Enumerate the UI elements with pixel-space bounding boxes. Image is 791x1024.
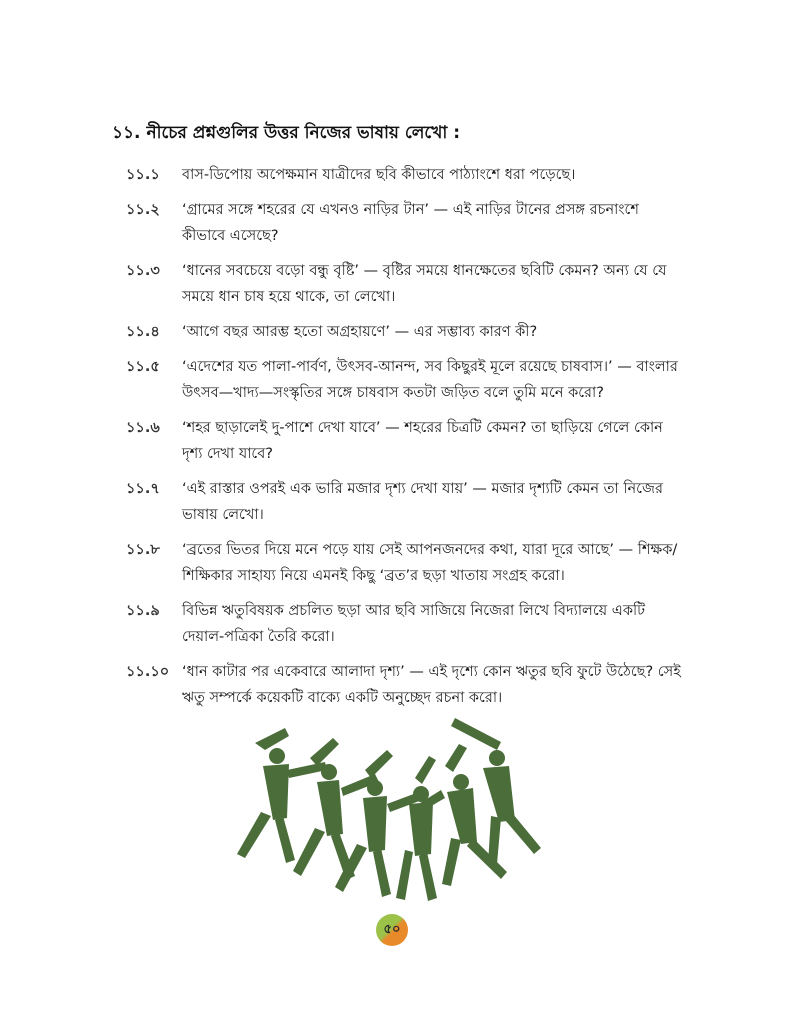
question-text: ‘এদেশের যত পালা-পার্বণ, উৎসব-আনন্দ, সব কিছুরই মূলে রয়েছে চাষবাস।’ — বাংলার উৎসব—খাদ্য—সংস্কৃতির সঙ্গে চাষবাস কতটা জড়িত বলে তুমি মনে করো? xyxy=(182,359,678,401)
section-heading: ১১. নীচের প্রশ্নগুলির উত্তর নিজের ভাষায় লেখো : xyxy=(112,123,461,143)
question-text: ‘শহর ছাড়ালেই দু-পাশে দেখা যাবে’ — শহরের চিত্রটি কেমন? তা ছাড়িয়ে গেলে কোন দৃশ্য দেখা যাবে? xyxy=(182,420,663,462)
question-number: ১১.১ xyxy=(126,167,160,183)
question-number: ১১.২ xyxy=(126,202,160,218)
question-number: ১১.৩ xyxy=(126,263,160,279)
question-item xyxy=(126,258,686,310)
question-text: ‘ধানের সবচেয়ে বড়ো বন্ধু বৃষ্টি’ — বৃষ্টির সময়ে ধানক্ষেতের ছবিটি কেমন? অন্য যে যে সময়ে ধান চাষ হয়ে থাকে, তা লেখো। xyxy=(182,263,667,305)
question-item xyxy=(126,354,686,406)
question-item xyxy=(126,319,686,345)
question-item xyxy=(126,415,686,467)
question-text: ‘গ্রামের সঙ্গে শহরের যে এখনও নাড়ির টান’ — এই নাড়ির টানের প্রসঙ্গ রচনাংশে কীভাবে এসেছে? xyxy=(182,202,639,244)
question-item xyxy=(126,476,686,528)
question-text: ‘এই রাস্তার ওপরই এক ভারি মজার দৃশ্য দেখা যায়’ — মজার দৃশ্যটি কেমন তা নিজের ভাষায় লেখো। xyxy=(182,481,663,523)
question-number: ১১.৭ xyxy=(126,481,160,497)
question-item xyxy=(126,598,686,650)
question-list xyxy=(126,162,686,720)
question-number: ১১.৫ xyxy=(126,359,160,375)
page-number-badge: ৫০ xyxy=(376,914,408,946)
dancing-figures-illustration xyxy=(215,708,545,908)
question-text: ‘আগে বছর আরম্ভ হতো অগ্রহায়ণে’ — এর সম্ভাব্য কারণ কী? xyxy=(182,324,538,340)
question-text: ‘ব্রতের ভিতর দিয়ে মনে পড়ে যায় সেই আপনজনদের কথা, যারা দূরে আছে’ — শিক্ষক/শিক্ষিকার সাহায্য নিয়ে এমনই কিছু ‘ব্রত’র ছড়া খাতায় সংগ্রহ করো। xyxy=(182,542,678,584)
question-text: বিভিন্ন ঋতুবিষয়ক প্রচলিত ছড়া আর ছবি সাজিয়ে নিজেরা লিখে বিদ্যালয়ে একটি দেয়াল-পত্রিকা তৈরি করো। xyxy=(182,603,646,645)
question-number: ১১.৯ xyxy=(126,603,160,619)
question-item xyxy=(126,537,686,589)
question-item xyxy=(126,162,686,188)
question-item xyxy=(126,659,686,711)
question-text: বাস-ডিপোয় অপেক্ষমান যাত্রীদের ছবি কীভাবে পাঠ্যাংশে ধরা পড়েছে। xyxy=(182,167,576,183)
question-text: ‘ধান কাটার পর একেবারে আলাদা দৃশ্য’ — এই দৃশ্যে কোন ঋতুর ছবি ফুটে উঠেছে? সেই ঋতু সম্পর্কে কয়েকটি বাক্যে একটি অনুচ্ছেদ রচনা করো। xyxy=(182,664,681,706)
question-number: ১১.৮ xyxy=(126,542,160,558)
question-number: ১১.১০ xyxy=(126,664,170,680)
dancer-figure xyxy=(396,756,437,901)
question-number: ১১.৬ xyxy=(126,420,160,436)
question-number: ১১.৪ xyxy=(126,324,160,340)
question-item xyxy=(126,197,686,249)
